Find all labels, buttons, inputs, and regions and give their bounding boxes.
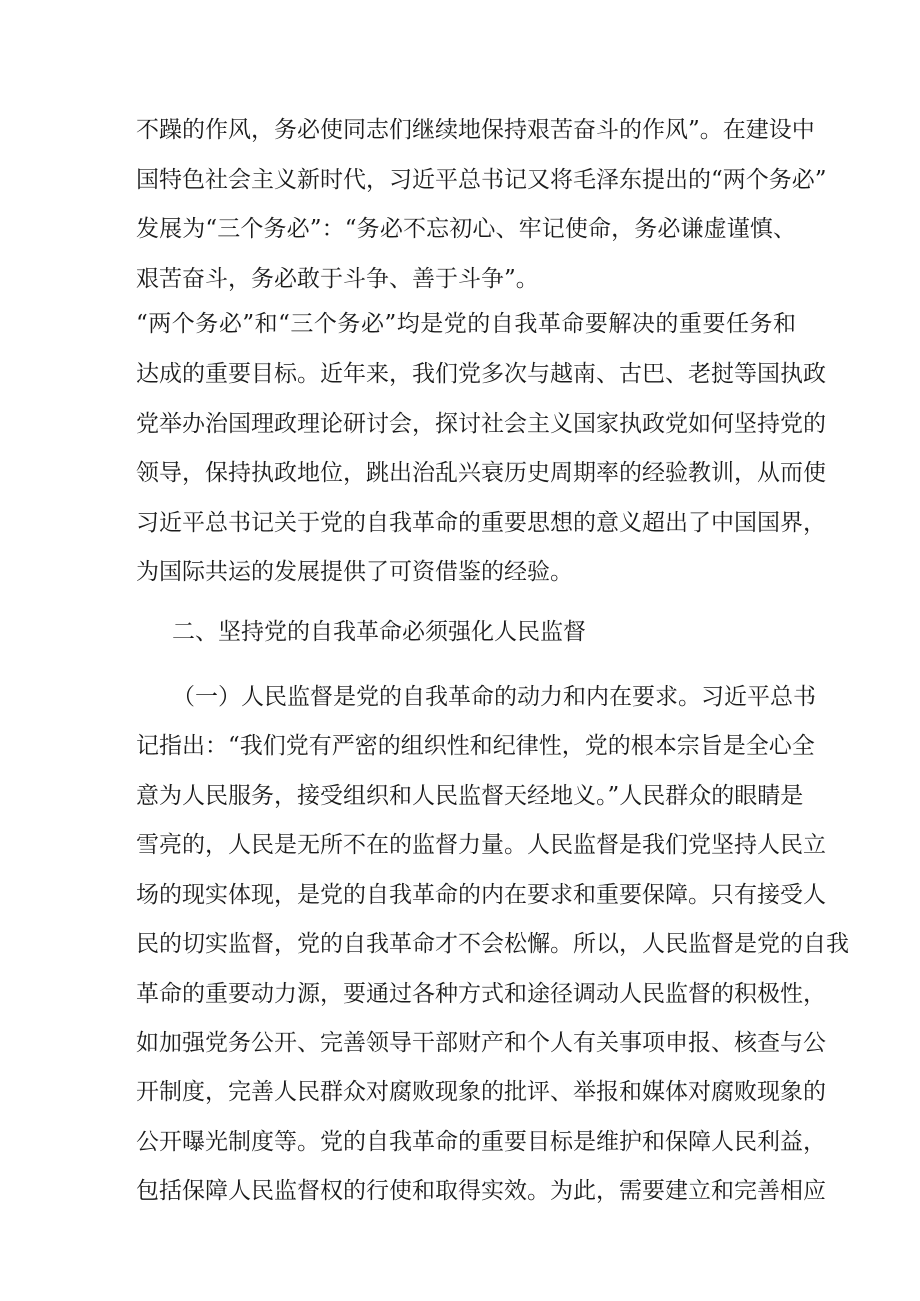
paragraph-line-2: 国特色社会主义新时代，习近平总书记又将毛泽东提出的“两个务必” [136, 167, 827, 193]
paragraph-line-7: 党举办治国理政理论研讨会，探讨社会主义国家执政党如何坚持党的 [136, 411, 826, 437]
paragraph-line-18: 如加强党务公开、完善领导干部财产和个人有关事项申报、核查与公 [136, 1030, 826, 1056]
paragraph-line-9: 习近平总书记关于党的自我革命的重要思想的意义超出了中国国界， [136, 510, 826, 536]
paragraph-line-4: 艰苦奋斗，务必敢于斗争、善于斗争”。 [136, 266, 539, 292]
paragraph-line-5: “两个务必”和“三个务必”均是党的自我革命要解决的重要任务和 [136, 311, 796, 337]
paragraph-line-3: 发展为“三个务必”：“务必不忘初心、牢记使命，务必谦虚谨慎、 [136, 216, 796, 242]
paragraph-line-16: 民的切实监督，党的自我革命才不会松懈。所以，人民监督是党的自我 [136, 931, 849, 957]
section-heading: 二、坚持党的自我革命必须强化人民监督 [172, 619, 586, 645]
paragraph-line-13: 意为人民服务，接受组织和人民监督天经地义。”人民群众的眼睛是 [136, 783, 804, 809]
paragraph-line-12: 记指出：“我们党有严密的组织性和纪律性，党的根本宗旨是全心全 [136, 733, 815, 759]
paragraph-line-14: 雪亮的，人民是无所不在的监督力量。人民监督是我们党坚持人民立 [136, 832, 826, 858]
paragraph-line-1: 不躁的作风，务必使同志们继续地保持艰苦奋斗的作风”。在建设中 [136, 117, 815, 143]
paragraph-line-15: 场的现实体现，是党的自我革命的内在要求和重要保障。只有接受人 [136, 882, 826, 908]
paragraph-line-21: 包括保障人民监督权的行使和取得实效。为此，需要建立和完善相应 [136, 1178, 826, 1204]
paragraph-line-17: 革命的重要动力源，要通过各种方式和途径调动人民监督的积极性， [136, 981, 826, 1007]
paragraph-line-19: 开制度，完善人民群众对腐败现象的批评、举报和媒体对腐败现象的 [136, 1079, 826, 1105]
paragraph-line-6: 达成的重要目标。近年来，我们党多次与越南、古巴、老挝等国执政 [136, 361, 826, 387]
paragraph-line-11: （一）人民监督是党的自我革命的动力和内在要求。习近平总书 [172, 684, 816, 710]
paragraph-line-20: 公开曝光制度等。党的自我革命的重要目标是维护和保障人民利益， [136, 1129, 826, 1155]
paragraph-line-8: 领导，保持执政地位，跳出治乱兴衰历史周期率的经验教训，从而使 [136, 460, 826, 486]
paragraph-line-10: 为国际共运的发展提供了可资借鉴的经验。 [136, 559, 573, 585]
